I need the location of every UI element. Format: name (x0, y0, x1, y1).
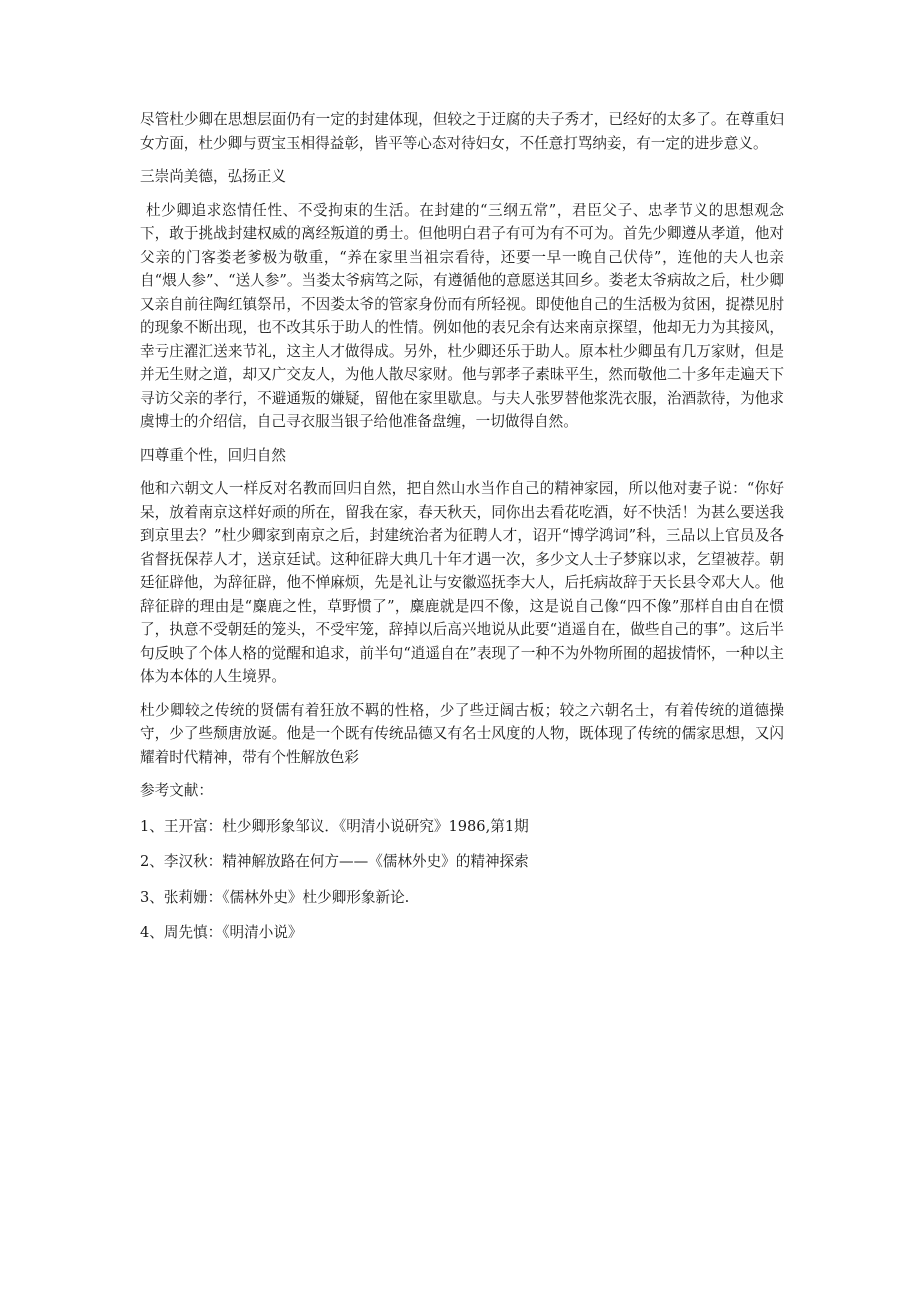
paragraph-conclusion: 杜少卿较之传统的贤儒有着狂放不羁的性格，少了些迂阔古板；较之六朝名士，有着传统的道德操守，少了些颓唐放诞。他是一个既有传统品德又有名士风度的人物，既体现了传统的儒家思想，又闪耀着时代精神，带有个性解放色彩 (140, 701, 784, 766)
references-title: 参考文献： (140, 782, 213, 799)
paragraph-nature: 他和六朝文人一样反对名教而回归自然，把自然山水当作自己的精神家园，所以他对妻子说：“你好呆，放着南京这样好顽的所在，留我在家，春天秋天，同你出去看花吃酒，好不快活！为甚么要送我到京里去？”杜少卿家到南京之后，封建统治者为征聘人才，诏开“博学鸿词”科，三品以上官员及各省督抚保荐人才，送京廷试。这种征辟大典几十年才遇一次，多少文人士子梦寐以求，乞望被荐。朝廷征辟他，为辞征辟，他不惮麻烦，先是礼让与安徽巡抚李大人，后托病故辞于天长县令邓大人。他辞征辟的理由是“麋鹿之性，草野惯了”，麋鹿就是四不像，这是说自己像“四不像”那样自由自在惯了，执意不受朝廷的笼头，不受牢笼，辞掉以后高兴地说从此要“逍遥自在，做些自己的事”。这后半句反映了个体人格的觉醒和追求，前半句“逍遥自在”表现了一种不为外物所囿的超拔情怀，一种以主体为本体的人生境界。 (140, 480, 784, 685)
reference-item: 3、张莉姗：《儒林外史》杜少卿形象新论. (140, 888, 410, 906)
reference-item: 1、王开富：杜少卿形象邹议．《明清小说研究》1986,第1期 (140, 817, 529, 835)
reference-item: 2、李汉秋：精神解放路在何方——《儒林外史》的精神探索 (140, 853, 529, 870)
reference-item: 4、周先慎：《明清小说》 (140, 924, 303, 941)
section-heading-virtue: 三崇尚美德，弘扬正义 (140, 168, 286, 185)
document-body (140, 108, 784, 957)
paragraph-virtue: 杜少卿追求恣情任性、不受拘束的生活。在封建的“三纲五常”，君臣父子、忠孝节义的思想观念下，敢于挑战封建权威的离经叛道的勇士。但他明白君子有可为有不可为。首先少卿遵从孝道，他对父亲的门客娄老爹极为敬重，“养在家里当祖宗看待，还要一早一晚自己伏侍”，连他的夫人也亲自“煨人参”、“送人参”。当娄太爷病笃之际，有遵循他的意愿送其回乡。娄老太爷病故之后，杜少卿又亲自前往陶红镇祭吊，不因娄太爷的管家身份而有所轻视。即使他自己的生活极为贫困，捉襟见肘的现象不断出现，也不改其乐于助人的性情。例如他的表兄余有达来南京探望，他却无力为其接风，幸亏庄濯汇送来节礼，这主人才做得成。另外，杜少卿还乐于助人。原本杜少卿虽有几万家财，但是并无生财之道，却又广交友人，为他人散尽家财。他与郭孝子素昧平生，然而敬他二十多年走遍天下寻访父亲的孝行，不避通叛的嫌疑，留他在家里歇息。与夫人张罗替他浆洗衣服，治酒款待，为他求虞博士的介绍信，自己寻衣服当银子给他准备盘缠，一切做得自然。 (140, 201, 784, 430)
paragraph-women-respect: 尽管杜少卿在思想层面仍有一定的封建体现，但较之于迂腐的夫子秀才，已经好的太多了。在尊重妇女方面，杜少卿与贾宝玉相得益彰，皆平等心态对待妇女，不任意打骂纳妾，有一定的进步意义。 (140, 111, 784, 152)
section-heading-nature: 四尊重个性，回归自然 (140, 446, 286, 464)
references-list (140, 815, 784, 945)
